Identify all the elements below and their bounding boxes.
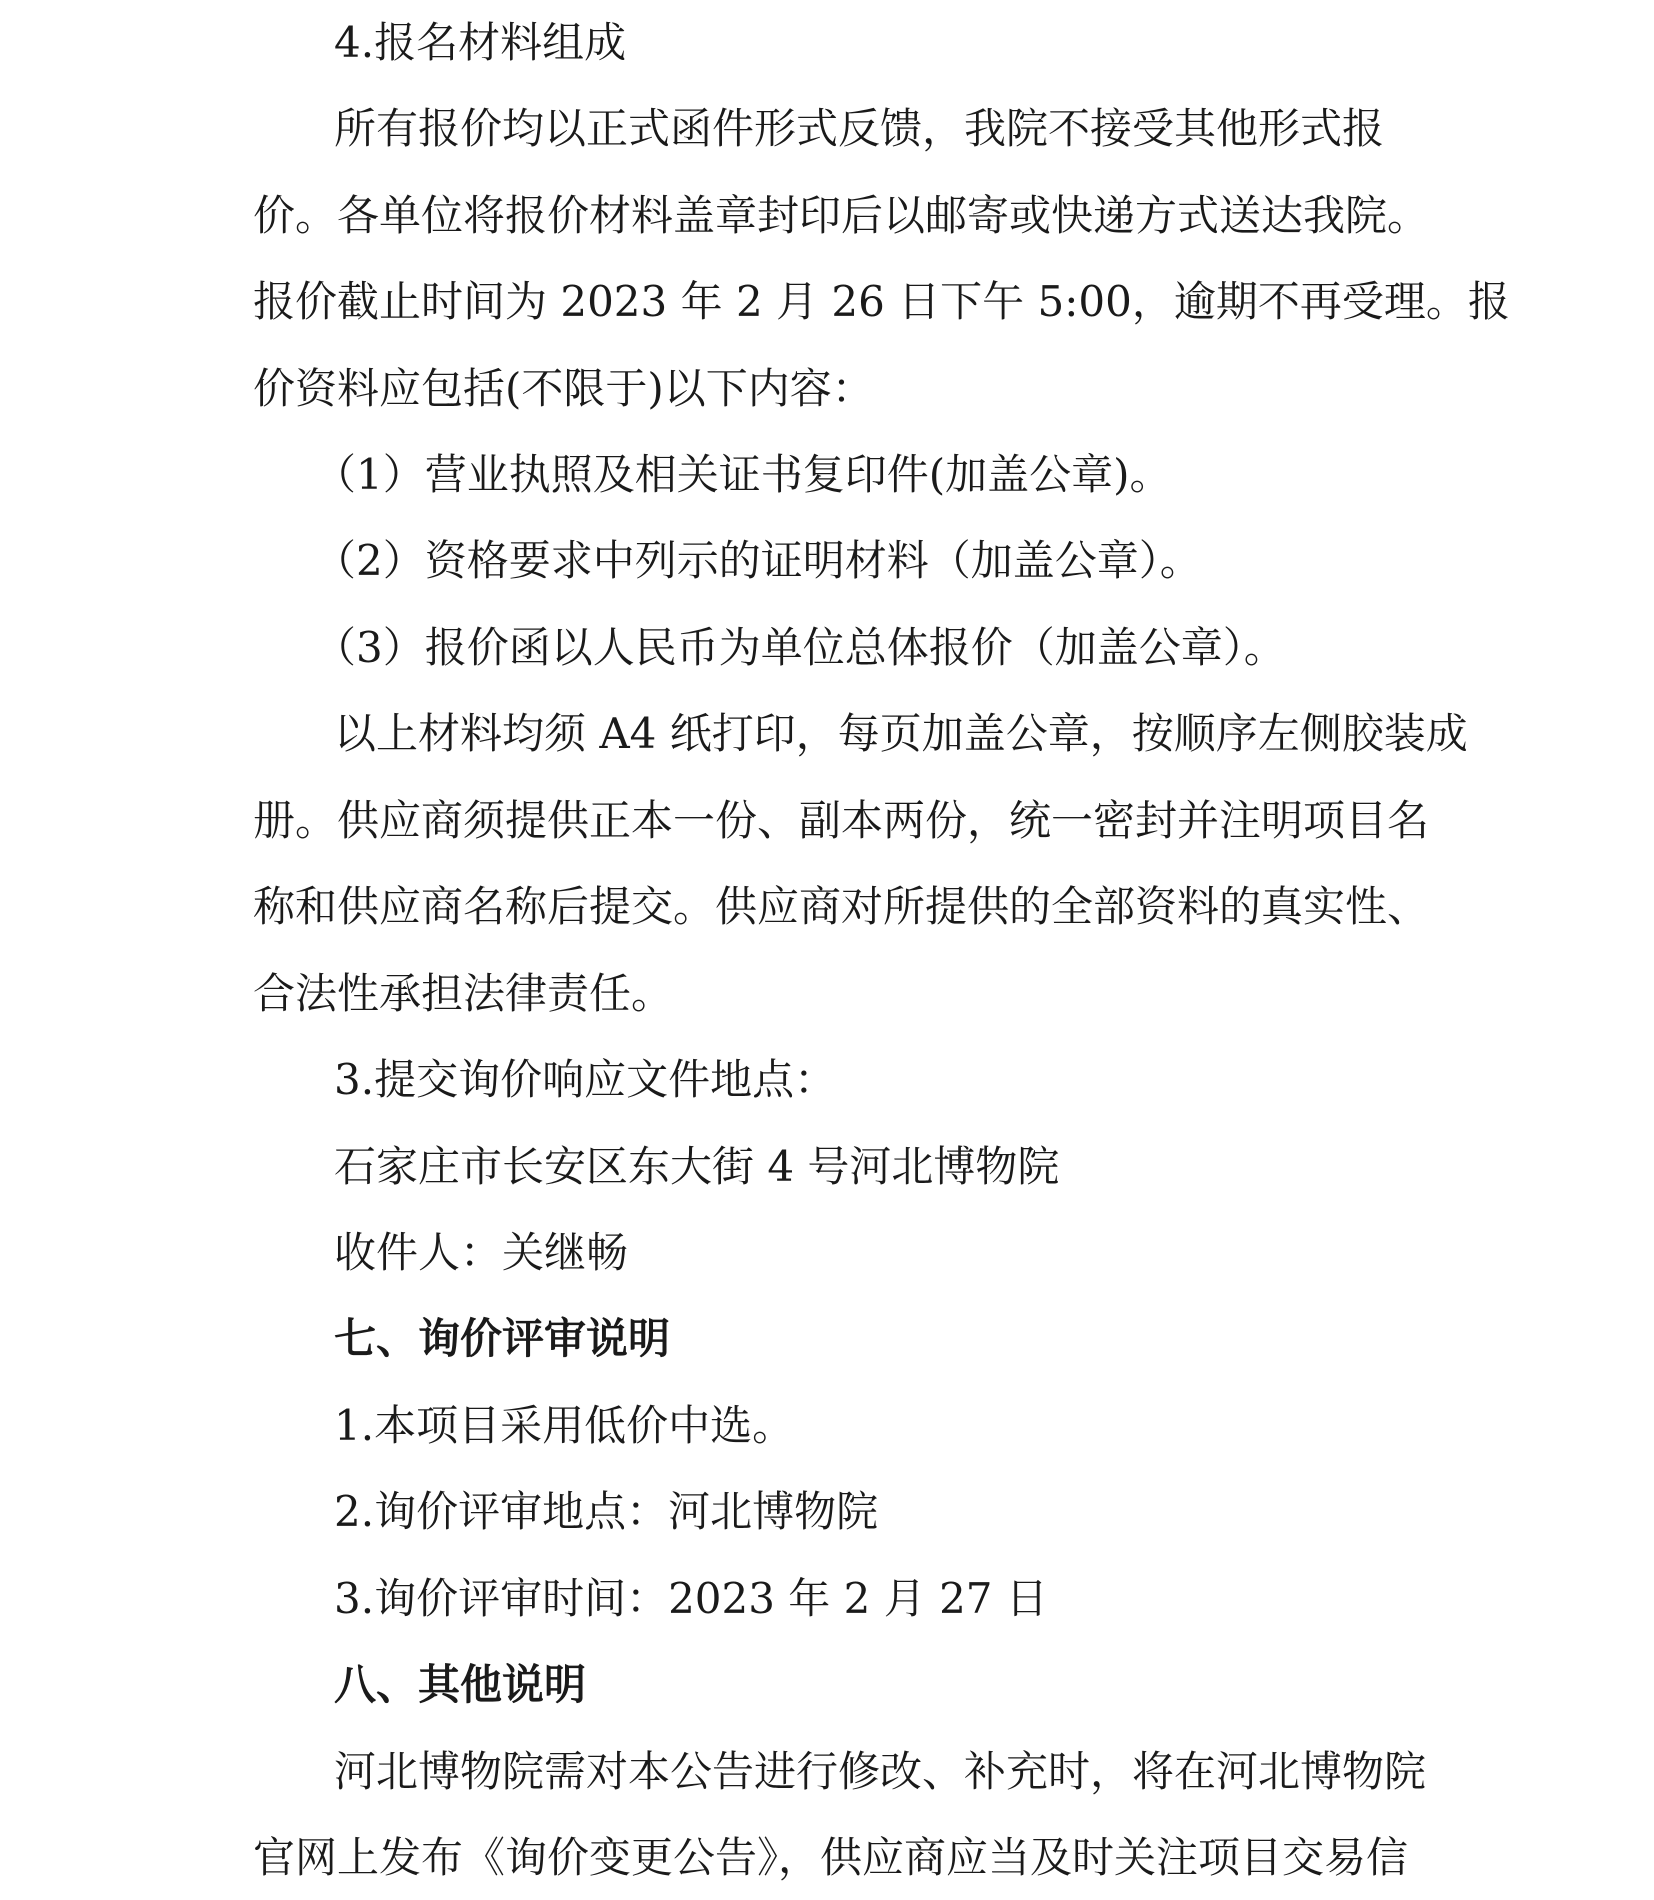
paragraph-line: 称和供应商名称后提交。供应商对所提供的全部资料的真实性、 [253, 882, 1430, 931]
subsection-title: 3.提交询价响应文件地点： [334, 1055, 837, 1104]
list-item: （2）资格要求中列示的证明材料（加盖公章）。 [314, 536, 1202, 585]
paragraph-line: 河北博物院需对本公告进行修改、补充时，将在河北博物院 [334, 1747, 1427, 1796]
section-heading: 八、其他说明 [334, 1660, 587, 1709]
address-line: 石家庄市长安区东大街 4 号河北博物院 [334, 1142, 1060, 1191]
paragraph-line: 1.本项目采用低价中选。 [334, 1401, 795, 1450]
paragraph-line: 册。供应商须提供正本一份、副本两份，统一密封并注明项目名 [253, 796, 1430, 845]
subsection-title: 4.报名材料组成 [334, 18, 627, 67]
paragraph-line: 所有报价均以正式函件形式反馈，我院不接受其他形式报 [334, 104, 1385, 153]
paragraph-line: 价。各单位将报价材料盖章封印后以邮寄或快递方式送达我院。 [253, 191, 1430, 240]
paragraph-line: 3.询价评审时间：2023 年 2 月 27 日 [334, 1574, 1048, 1623]
paragraph-line: 2.询价评审地点：河北博物院 [334, 1487, 879, 1536]
section-heading: 七、询价评审说明 [334, 1314, 671, 1363]
paragraph-line: 官网上发布《询价变更公告》，供应商应当及时关注项目交易信 [253, 1833, 1409, 1882]
recipient-line: 收件人：关继畅 [334, 1228, 629, 1277]
paragraph-line: 合法性承担法律责任。 [253, 969, 674, 1018]
list-item: （3）报价函以人民币为单位总体报价（加盖公章）。 [314, 623, 1286, 672]
paragraph-line: 以上材料均须 A4 纸打印，每页加盖公章，按顺序左侧胶装成 [334, 709, 1468, 758]
paragraph-line: 价资料应包括(不限于)以下内容： [253, 364, 874, 413]
paragraph-line: 报价截止时间为 2023 年 2 月 26 日下午 5:00，逾期不再受理。报 [253, 277, 1510, 326]
list-item: （1）营业执照及相关证书复印件(加盖公章)。 [314, 450, 1172, 499]
